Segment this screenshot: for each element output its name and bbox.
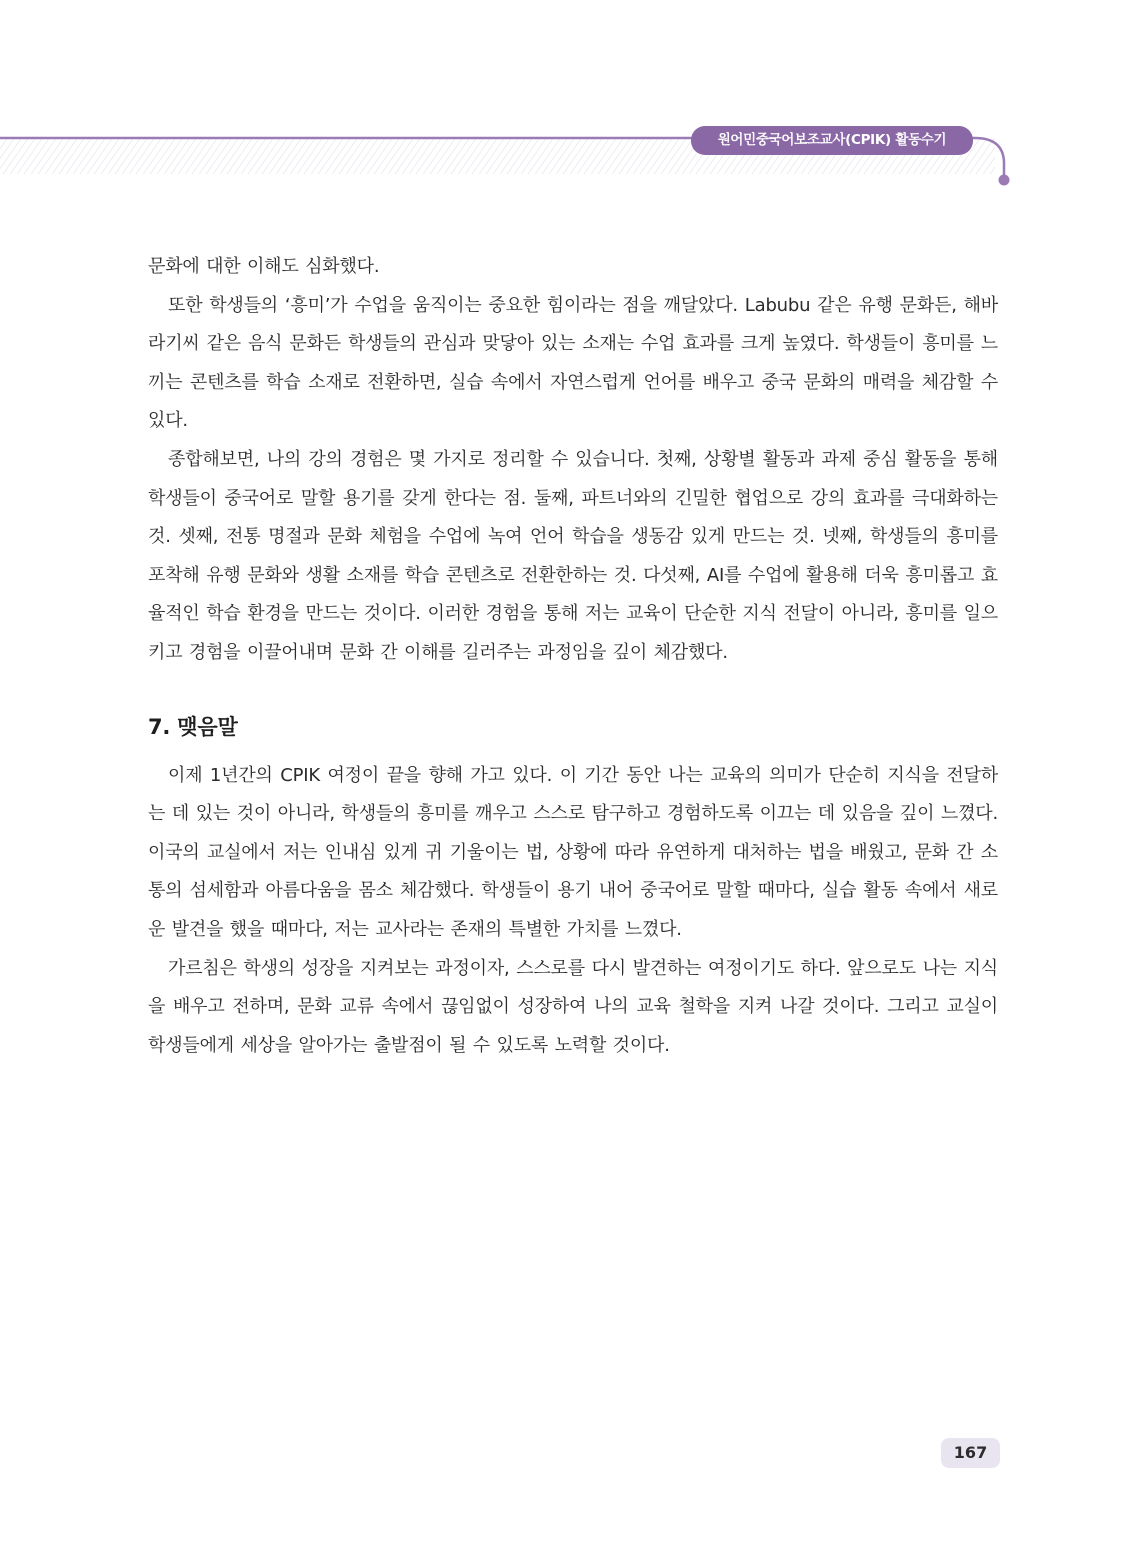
section-heading: 7. 맺음말: [148, 714, 238, 739]
paragraph-conclusion-2: 가르침은 학생의 성장을 지켜보는 과정이자, 스스로를 다시 발견하는 여정이기도 하다. 앞으로도 나는 지식을 배우고 전하며, 문화 교류 속에서 끊임없이 성장하여 나의 교육 철학을 지켜 나갈 것이다. 그리고 교실이 학생들에게 세상을 알아가는 출발점이 될 수 있도록 노력할 것이다.: [148, 957, 998, 1056]
paragraph-continuation: 문화에 대한 이해도 심화했다.: [148, 256, 380, 277]
paragraph-interest: 또한 학생들의 ‘흥미’가 수업을 움직이는 중요한 힘이라는 점을 깨달았다. Labubu 같은 유행 문화든, 해바라기씨 같은 음식 문화든 학생들의 관심과 맞닿아 있는 소재는 수업 효과를 크게 높였다. 학생들이 흥미를 느끼는 콘텐츠를 학습 소재로 전환하면, 실습 속에서 자연스럽게 언어를 배우고 중국 문화의 매력을 체감할 수 있다.: [148, 294, 998, 432]
header-tag: 원어민중국어보조교사(CPIK) 활동수기: [691, 126, 973, 155]
paragraph-summary: 종합해보면, 나의 강의 경험은 몇 가지로 정리할 수 있습니다. 첫째, 상황별 활동과 과제 중심 활동을 통해 학생들이 중국어로 말할 용기를 갖게 한다는 점. 둘째, 파트너와의 긴밀한 협업으로 강의 효과를 극대화하는 것. 셋째, 전통 명절과 문화 체험을 수업에 녹여 언어 학습을 생동감 있게 만드는 것. 넷째, 학생들의 흥미를 포착해 유행 문화와 생활 소재를 학습 콘텐츠로 전환한하는 것. 다섯째, AI를 수업에 활용해 더욱 흥미롭고 효율적인 학습 환경을 만드는 것이다. 이러한 경험을 통해 저는 교육이 단순한 지식 전달이 아니라, 흥미를 일으키고 경험을 이끌어내며 문화 간 이해를 길러주는 과정임을 깊이 체감했다.: [148, 448, 998, 663]
page-number: 167: [941, 1438, 1000, 1468]
page-content: [148, 248, 998, 1065]
header-stripe-graphic: [0, 128, 1146, 188]
header-decoration: [0, 128, 1146, 188]
header-end-dot: [999, 175, 1010, 186]
paragraph-conclusion-1: 이제 1년간의 CPIK 여정이 끝을 향해 가고 있다. 이 기간 동안 나는 교육의 의미가 단순히 지식을 전달하는 데 있는 것이 아니라, 학생들의 흥미를 깨우고 스스로 탐구하고 경험하도록 이끄는 데 있음을 깊이 느꼈다. 이국의 교실에서 저는 인내심 있게 귀 기울이는 법, 상황에 따라 유연하게 대처하는 법을 배웠고, 문화 간 소통의 섬세함과 아름다움을 몸소 체감했다. 학생들이 용기 내어 중국어로 말할 때마다, 실습 활동 속에서 새로운 발견을 했을 때마다, 저는 교사라는 존재의 특별한 가치를 느꼈다.: [148, 764, 998, 940]
